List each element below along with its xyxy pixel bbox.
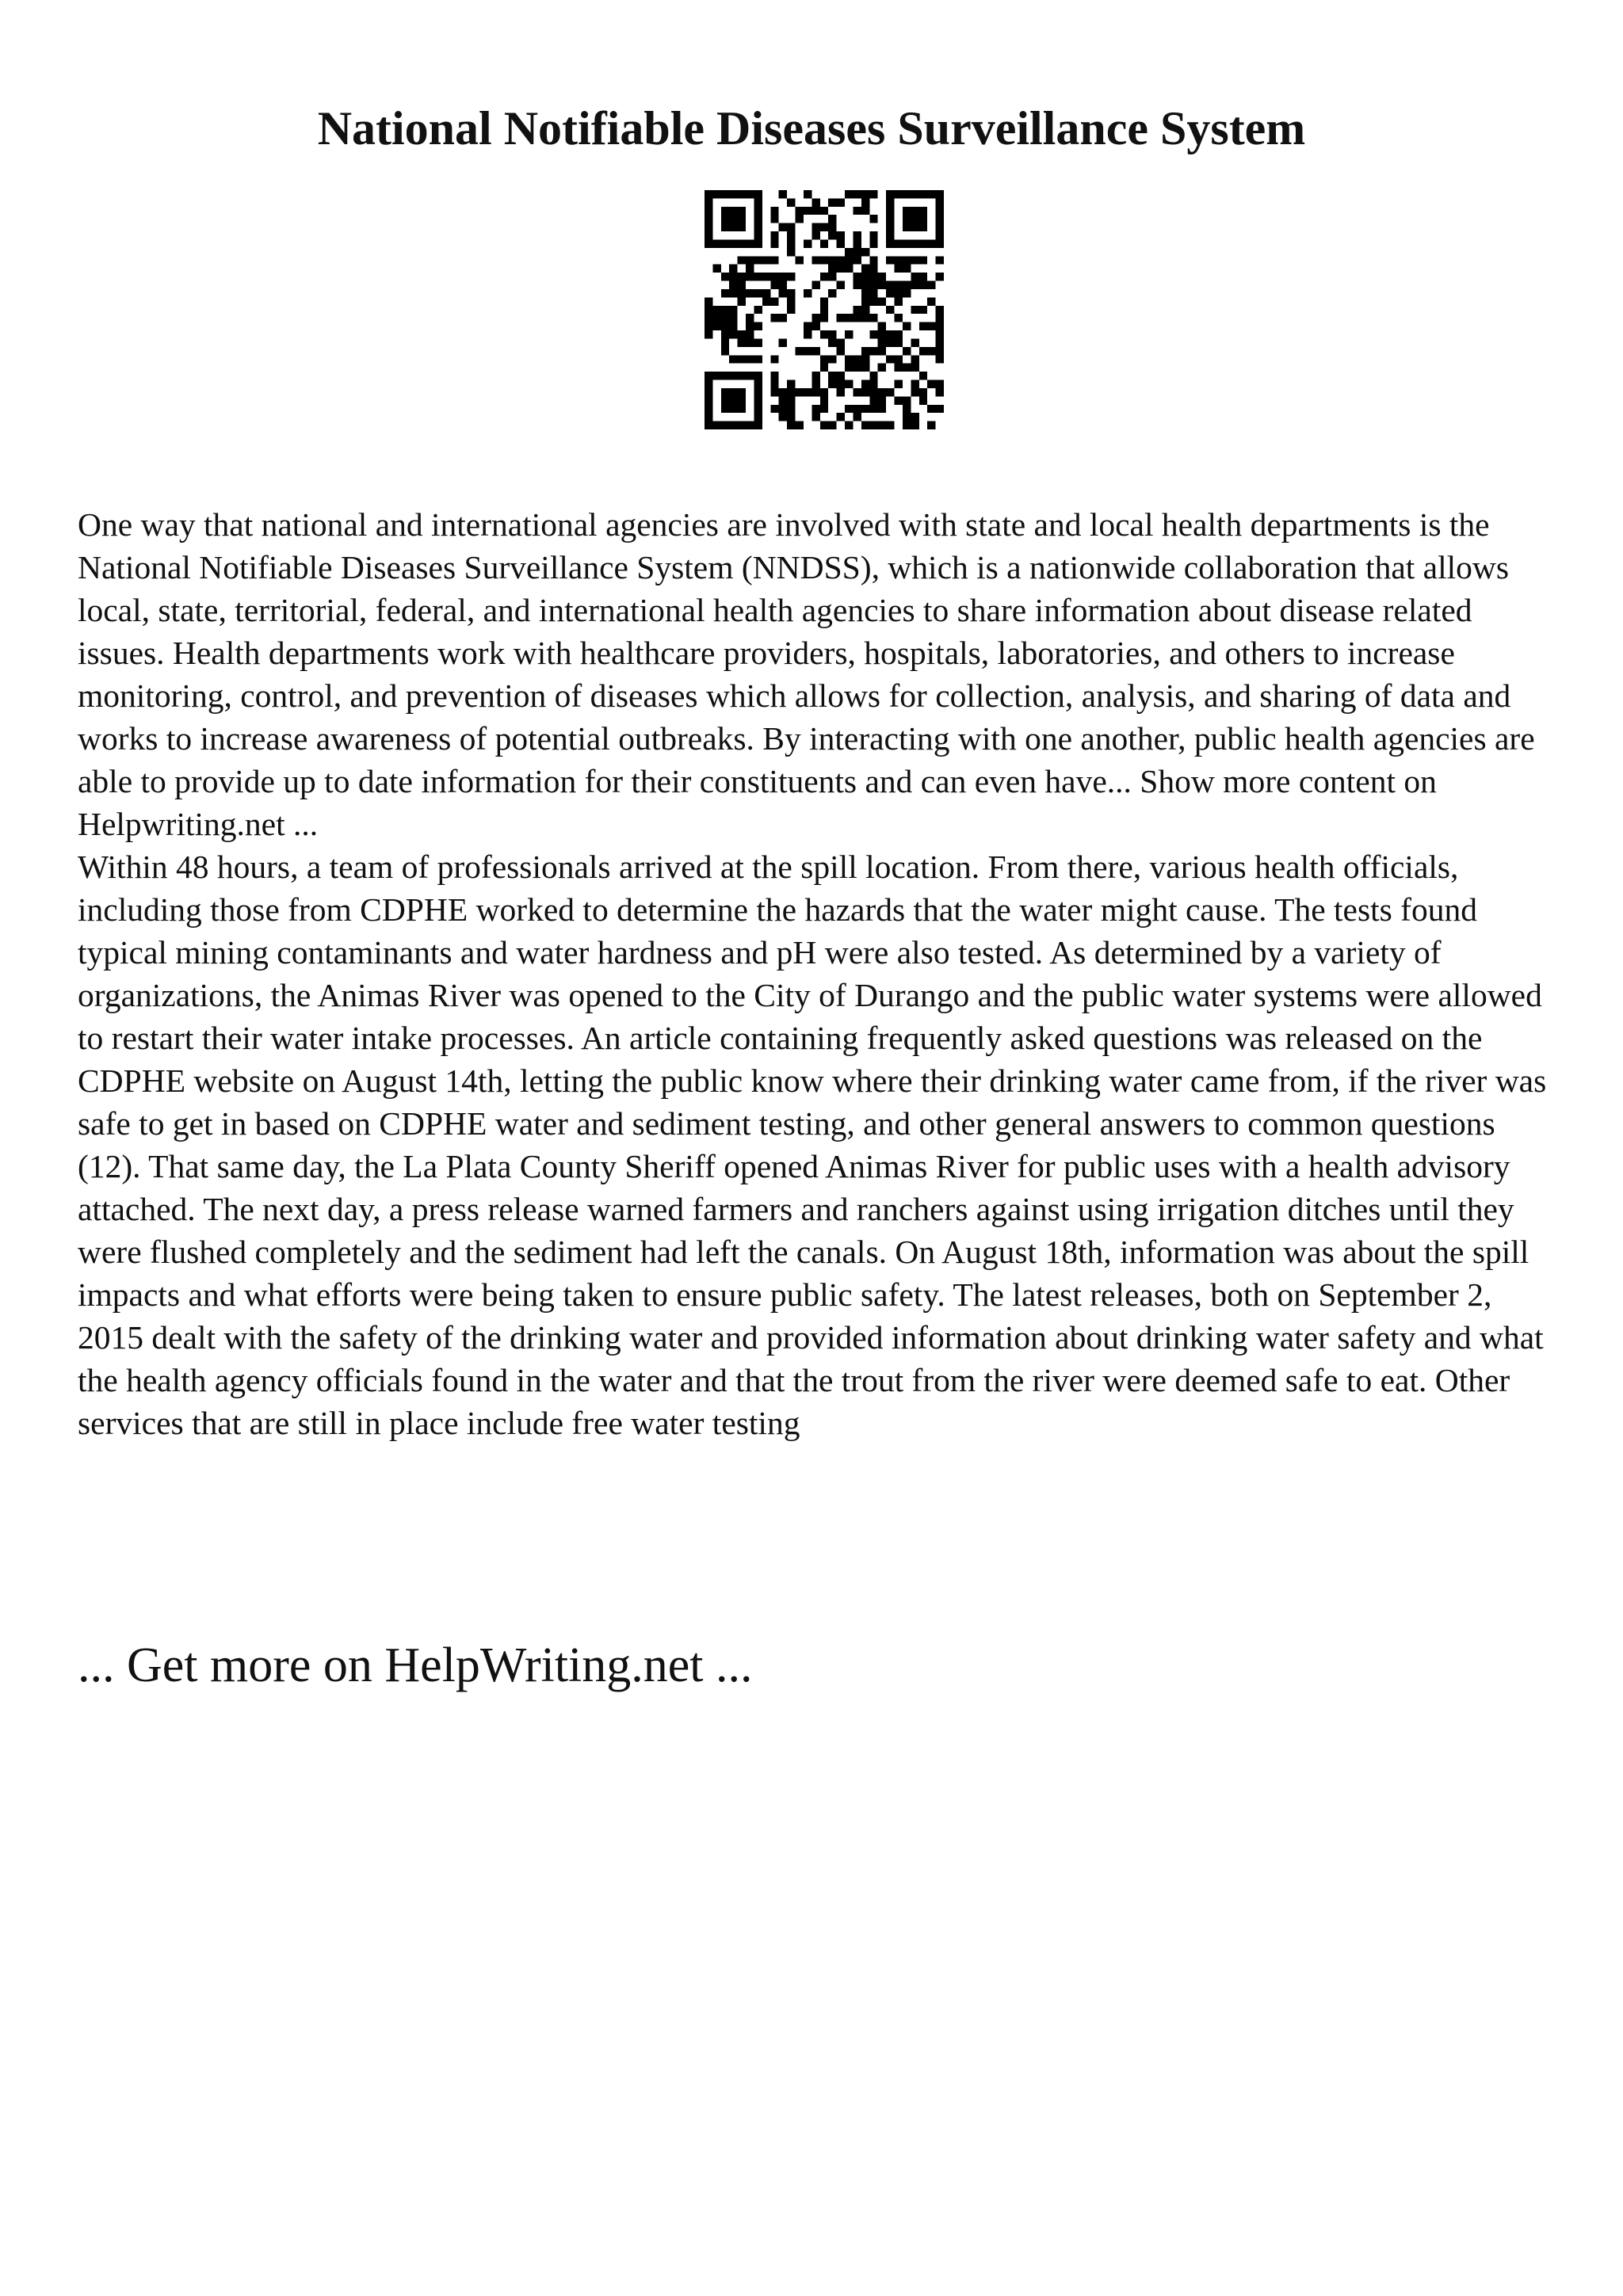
- paragraph-nndss: One way that national and international agencies are involved with state and local health departments is the National Notifiable Diseases Surveillance System (NNDSS), which is a nationwide collaboration that allows local, state, territorial, federal, and international health agencies to share information about disease related issues. Health departments work with healthcare providers, hospitals, laboratories, and others to increase monitoring, control, and prevention of diseases which allows for collection, analysis, and sharing of data and works to increase awareness of potential outbreaks. By interacting with one another, public health agencies are able to provide up to date information for their constituents and can even have... Show more content on Helpwriting.net ...: [78, 506, 1535, 842]
- paragraph-spill-response: Within 48 hours, a team of professionals arrived at the spill location. From there, various health officials, including those from CDPHE worked to determine the hazards that the water might cause. The tests found typical mining contaminants and water hardness and pH were also tested. As determined by a variety of organizations, the Animas River was opened to the City of Durango and the public water systems were allowed to restart their water intake processes. An article containing frequently asked questions was released on the CDPHE website on August 14th, letting the public know where their drinking water came from, if the river was safe to get in based on CDPHE water and sediment testing, and other general answers to common questions (12). That same day, the La Plata County Sheriff opened Animas River for public uses with a health advisory attached. The next day, a press release warned farmers and ranchers against using irrigation ditches until they were flushed completely and the sediment had left the canals. On August 18th, information was about the spill impacts and what efforts were being taken to ensure public safety. The latest releases, both on September 2, 2015 dealt with the safety of the drinking water and provided information about drinking water safety and what the health agency officials found in the water and that the trout from the river were deemed safe to eat. Other services that are still in place include free water testing: [78, 849, 1547, 1441]
- qr-code-icon[interactable]: [705, 190, 944, 429]
- page-title: National Notifiable Diseases Surveillance System: [317, 102, 1306, 154]
- get-more-link[interactable]: ... Get more on HelpWriting.net ...: [78, 1638, 753, 1692]
- article-body: [78, 503, 1552, 1444]
